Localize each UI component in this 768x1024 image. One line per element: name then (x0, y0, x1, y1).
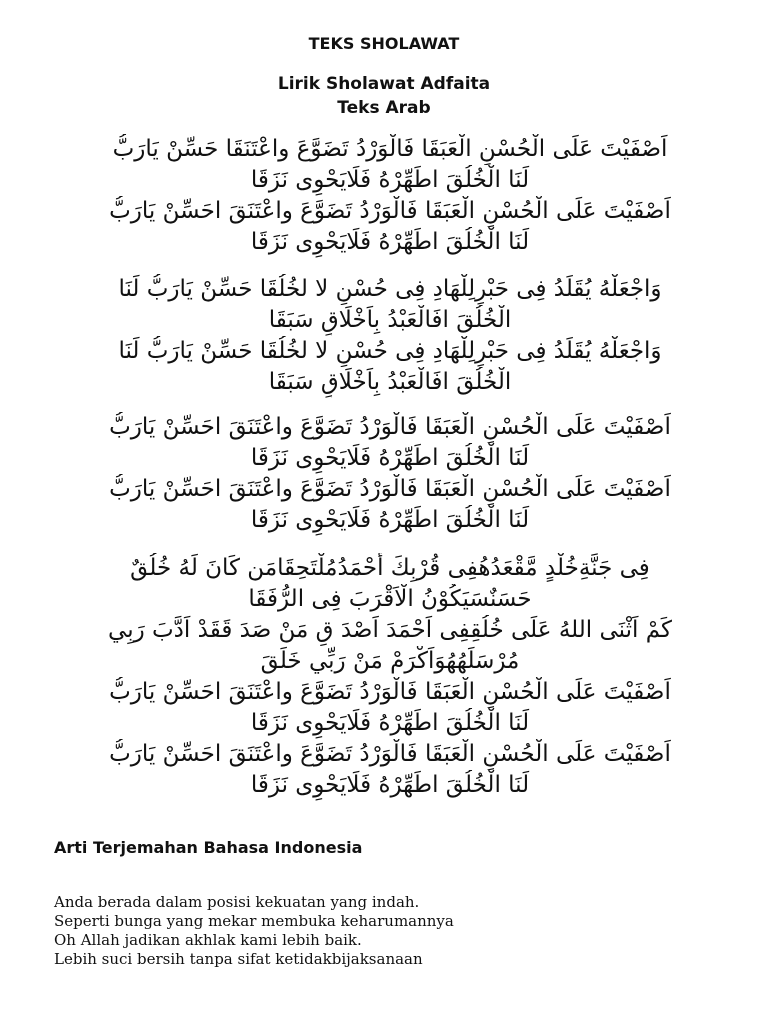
translation-line: Lebih suci bersih tanpa sifat ketidakbijaksanaan (54, 950, 423, 968)
arabic-line: لَنَا الْخُلُقَ اطَهِّرْهُ فَلَايَحْوِى نَزَقَا (250, 710, 530, 736)
arabic-line: الْخُلُقَ افَالْعَبْدُ بِاَخْلَاقٍ سَبَقَا (268, 369, 512, 395)
translation-heading: Arti Terjemahan Bahasa Indonesia (54, 838, 363, 857)
document-title: TEKS SHOLAWAT (308, 34, 460, 53)
arabic-line: اَصْفَيْتَ عَلَى الْحُسْنِ الْعَبَقَا فَالْوَرْدُ تَضَوَّعَ واعْتَنَقَ احَسِّنْ يَارَبُّ (109, 414, 671, 440)
arabic-line: لَنَا الْخُلُقَ اطَهِّرْهُ فَلَايَحْوِى نَزَقَا (250, 507, 530, 533)
arabic-line: اَصْفَيْتَ عَلَى الْحُسْنِ الْعَبَقَا فَالْوَرْدُ تَضَوَّعَ واعْتَنَقَا حَسِّنْ يَارَبُّ (112, 136, 668, 162)
translation-line: Anda berada dalam posisi kekuatan yang indah. (54, 893, 420, 911)
arabic-line: فِى جَنَّةِخُلْدٍ مَّقْعَدُهُفِى قُرْبِكَ أَحْمَدُمُلْتَحِقَامَن كَانَ لَهُ خُلُقٌ (130, 555, 650, 581)
arabic-line: لَنَا الْخُلُقَ اطَهِّرْهُ فَلَايَحْوِى نَزَقَا (250, 229, 530, 255)
arabic-line: اَصْفَيْتَ عَلَى الْحُسْنِ الْعَبَقَا فَالْوَرْدُ تَضَوَّعَ واعْتَنَقَ احَسِّنْ يَارَبُّ (109, 476, 671, 502)
arabic-stanza-2 (40, 274, 740, 398)
arabic-stanza-3 (40, 412, 740, 536)
arabic-line: لَنَا الْخُلُقَ اطَهِّرْهُ فَلَايَحْوِى نَزَقَا (250, 772, 530, 798)
arabic-line: اَصْفَيْتَ عَلَى الْحُسْنِ الْعَبَقَا فَالْوَرْدُ تَضَوَّعَ واعْتَنَقَ احَسِّنْ يَارَبُّ (109, 741, 671, 767)
arabic-stanza-4 (40, 553, 740, 801)
translation-line: Oh Allah jadikan akhlak kami lebih baik. (54, 931, 362, 949)
arabic-stanza-1 (40, 134, 740, 258)
translation-line: Seperti bunga yang mekar membuka keharumannya (54, 912, 454, 930)
arabic-line: مُرْسَلَهُهُوَاَكْرَمْ مَنْ رَبِّي خَلَقَ (260, 648, 520, 674)
arabic-line: الْخُلُقَ افَالْعَبْدُ بِاَخْلَاقٍ سَبَقَا (268, 307, 512, 333)
arabic-line: اَصْفَيْتَ عَلَى الْحُسْنِ الْعَبَقَا فَالْوَرْدُ تَضَوَّعَ واعْتَنَقَ احَسِّنْ يَارَبُّ (109, 679, 671, 705)
arabic-line: لَنَا الْخُلُقَ اطَهِّرْهُ فَلَايَحْوِى نَزَقَا (250, 445, 530, 471)
arabic-line: وَاجْعَلْهُ يُقَلِّدُ فِى حَبْرِلِلْهَادِ فِى حُسْنٍ لا لخُلُقَا حَسِّنْ يَارَبُّ لَنَا (118, 338, 662, 364)
translation-body (54, 893, 734, 969)
arabic-line: حَسَنٌسَيَكُوْنُ الْاَقْرَبَ فِى الرُّفَقَا (248, 586, 532, 612)
arabic-line: كَمْ اَثْنَى اللهُ عَلَى خُلُقِفِى اَحْمَدَ اَصْدَ قِ مَنْ صَدَ قَقَدْ اَدَّبَ رَبِي (108, 617, 672, 643)
arabic-line: لَنَا الْخُلُقَ اطَهِّرْهُ فَلَايَحْوِى نَزَقَا (250, 167, 530, 193)
song-title: Lirik Sholawat Adfaita (277, 74, 491, 94)
arabic-line: وَاجْعَلْهُ يُقَلِّدُ فِى حَبْرِلِلْهَادِ فِى حُسْنٍ لا لخُلُقَا حَسِّنْ يَارَبُّ لَنَا (118, 276, 662, 302)
arabic-section-label: Teks Arab (337, 98, 431, 118)
arabic-line: اَصْفَيْتَ عَلَى الْحُسْنِ الْعَبَقَا فَالْوَرْدُ تَضَوَّعَ واعْتَنَقَ احَسِّنْ يَارَبُّ (109, 198, 671, 224)
